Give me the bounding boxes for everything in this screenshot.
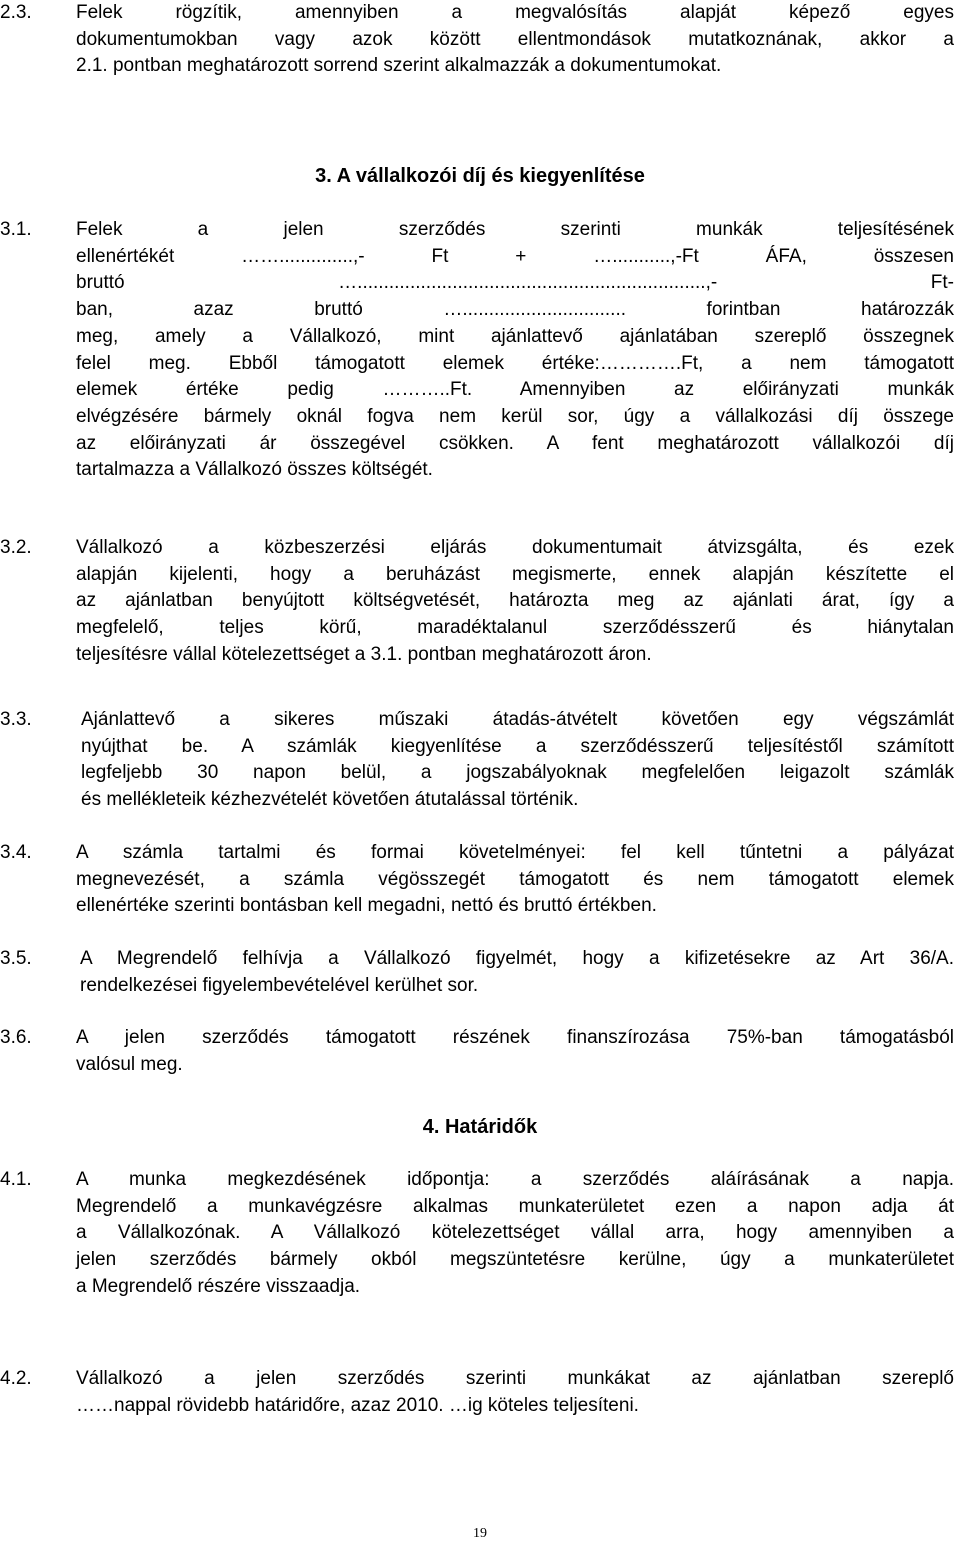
text-line: dokumentumokban vagy azok között ellentmondások mutatkoznának, akkor a (76, 28, 954, 50)
text-line: ban, azaz bruttó …............................... forintban határozzák (76, 299, 954, 321)
paragraph-body (76, 217, 954, 484)
text-line: teljesítésre vállal kötelezettséget a 3.1. pontban meghatározott áron. (76, 643, 652, 665)
text-line: alapján kijelenti, hogy a beruházást megismerte, ennek alapján készítette el (76, 563, 954, 585)
paragraph-body (76, 535, 954, 669)
section-number: 3.4. (0, 842, 32, 863)
text-line: ……nappal rövidebb határidőre, azaz 2010. …ig köteles teljesíteni. (76, 1394, 639, 1416)
text-line: A számla tartalmi és formai követelményei: fel kell tűntetni a pályázat (76, 842, 954, 863)
section-heading: 3. A vállalkozói díj és kiegyenlítése (315, 165, 645, 187)
text-line: rendelkezései figyelembevételével kerülhet sor. (80, 974, 479, 996)
text-line: A munka megkezdésének időpontja: a szerződés aláírásának a napja. (76, 1169, 954, 1190)
text-line: legfeljebb 30 napon belül, a jogszabályoknak megfelelően leigazolt számlák (81, 762, 954, 784)
paragraph-body (76, 840, 954, 920)
text-line: az ajánlatban benyújtott költségvetését, határozta meg az ajánlati árat, így a (76, 590, 954, 612)
text-line: megnevezését, a számla végösszegét támogatott és nem támogatott elemek (76, 868, 954, 890)
text-line: Felek a jelen szerződés szerinti munkák teljesítésének (76, 219, 954, 240)
text-line: ellenértékét ……..............,- Ft + …...........,-Ft ÁFA, összesen (76, 245, 954, 267)
text-line: a Megrendelő részére visszaadja. (76, 1275, 361, 1297)
text-line: elvégzésére bármely oknál fogva nem kerül sor, úgy a vállalkozási díj összege (76, 405, 954, 427)
text-line: jelen szerződés bármely okból megszüntetésre kerülne, úgy a munkaterületet (76, 1249, 954, 1271)
text-line: bruttó …..................................................................,- Ft- (76, 272, 954, 294)
text-line: és mellékleteik kézhezvételét követően átutalással történik. (81, 789, 579, 811)
text-line: az előirányzati ár összegével csökken. A fent meghatározott vállalkozói díj (76, 432, 954, 454)
paragraph-body (76, 1167, 954, 1301)
section-number: 3.5. (0, 948, 32, 969)
section-heading: 4. Határidők (422, 1116, 538, 1138)
text-line: meg, amely a Vállalkozó, mint ajánlattevő ajánlatában szereplő összegnek (76, 325, 954, 347)
text-line: megfelelő, teljes körű, maradéktalanul szerződésszerű és hiánytalan (76, 617, 954, 639)
text-line: tartalmazza a Vállalkozó összes költségét. (76, 459, 433, 481)
text-line: elemek értéke pedig ………..Ft. Amennyiben az előirányzati munkák (76, 379, 954, 401)
section-number: 3.6. (0, 1027, 32, 1048)
section-number: 4.2. (0, 1368, 32, 1389)
section-number: 3.2. (0, 537, 32, 558)
text-line: Megrendelő a munkavégzésre alkalmas munkaterületet ezen a napon adja át (76, 1195, 954, 1217)
page-number: 19 (473, 1526, 487, 1541)
text-line: felel meg. Ebből támogatott elemek értéke:………….Ft, a nem támogatott (76, 352, 954, 374)
paragraph-body (76, 0, 954, 80)
paragraph-body (76, 1366, 954, 1419)
text-line: Vállalkozó a jelen szerződés szerinti munkákat az ajánlatban szereplő (76, 1368, 954, 1389)
text-line: A Megrendelő felhívja a Vállalkozó figyelmét, hogy a kifizetésekre az Art 36/A. (80, 948, 954, 969)
text-line: 2.1. pontban meghatározott sorrend szerint alkalmazzák a dokumentumokat. (76, 55, 722, 77)
section-number: 2.3. (0, 2, 32, 23)
section-number: 4.1. (0, 1169, 32, 1190)
text-line: valósul meg. (76, 1053, 183, 1075)
text-line: Felek rögzítik, amennyiben a megvalósítás alapját képező egyes (76, 2, 954, 23)
text-line: ellenértéke szerinti bontásban kell megadni, nettó és bruttó értékben. (76, 895, 657, 917)
paragraph-body (81, 707, 954, 814)
text-line: a Vállalkozónak. A Vállalkozó kötelezettséget vállal arra, hogy amennyiben a (76, 1222, 954, 1244)
text-line: Vállalkozó a közbeszerzési eljárás dokumentumait átvizsgálta, és ezek (76, 537, 954, 558)
text-line: A jelen szerződés támogatott részének finanszírozása 75%-ban támogatásból (76, 1027, 954, 1048)
paragraph-body (80, 946, 954, 999)
paragraph-body (76, 1025, 954, 1078)
section-number: 3.3. (0, 709, 32, 730)
section-number: 3.1. (0, 219, 32, 240)
text-line: nyújthat be. A számlák kiegyenlítése a szerződésszerű teljesítéstől számított (81, 735, 954, 757)
text-line: Ajánlattevő a sikeres műszaki átadás-átvételt követően egy végszámlát (81, 709, 954, 730)
